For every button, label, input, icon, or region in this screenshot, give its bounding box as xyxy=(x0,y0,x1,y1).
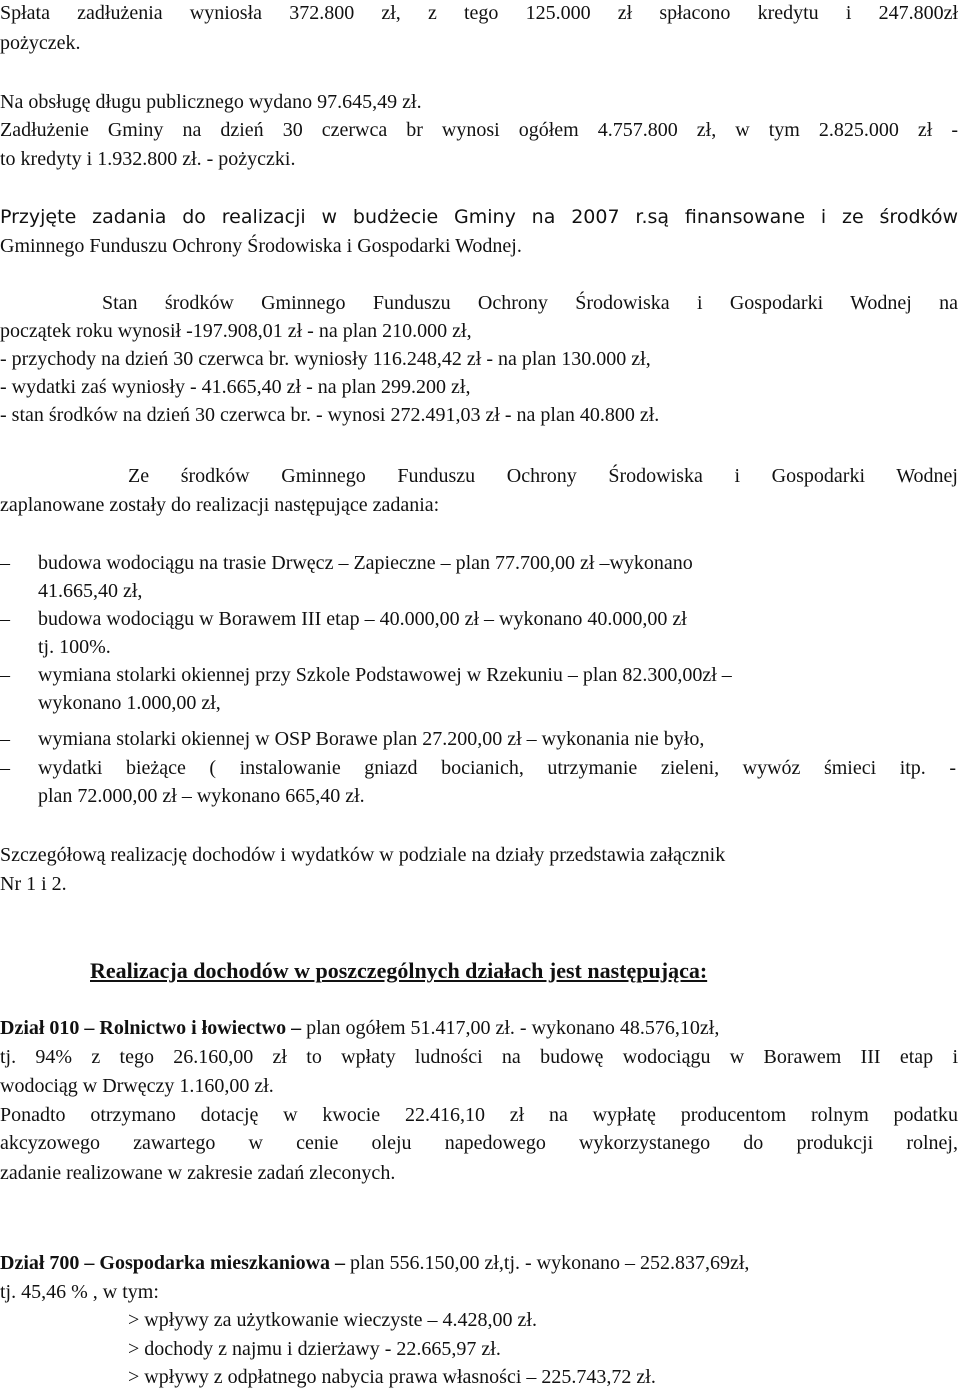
paragraph-line: - wydatki zaś wyniosły - 41.665,40 zł - na plan 299.200 zł, xyxy=(0,376,471,398)
paragraph-line: początek roku wynosił -197.908,01 zł - na plan 210.000 zł, xyxy=(0,320,472,342)
list-item: wymiana stolarki okiennej przy Szkole Podstawowej w Rzekuniu – plan 82.300,00zł – xyxy=(38,664,732,686)
list-item: budowa wodociągu na trasie Drwęcz – Zapieczne – plan 77.700,00 zł –wykonano xyxy=(38,552,693,574)
income-item: > wpływy za użytkowanie wieczyste – 4.428,00 zł. xyxy=(128,1309,537,1331)
paragraph-line: - przychody na dzień 30 czerwca br. wyniosły 116.248,42 zł - na plan 130.000 zł, xyxy=(0,348,651,370)
paragraph-line: Na obsługę długu publicznego wydano 97.645,49 zł. xyxy=(0,91,422,113)
paragraph-line: pożyczek. xyxy=(0,32,81,54)
paragraph-line: zaplanowane zostały do realizacji następujące zadania: xyxy=(0,494,440,516)
paragraph-line: tj. 94% z tego 26.160,00 zł to wpłaty ludności na budowę wodociągu w Borawem III etap i xyxy=(0,1046,958,1068)
paragraph-line: akcyzowego zawartego w cenie oleju napedowego wykorzystanego do produkcji rolnej, xyxy=(0,1132,958,1154)
paragraph-line: zadanie realizowane w zakresie zadań zleconych. xyxy=(0,1162,396,1184)
paragraph-line: to kredyty i 1.932.800 zł. - pożyczki. xyxy=(0,148,296,170)
list-item-continuation: plan 72.000,00 zł – wykonano 665,40 zł. xyxy=(38,785,365,807)
paragraph-line: Nr 1 i 2. xyxy=(0,873,67,895)
paragraph-line: Przyjęte zadania do realizacji w budżecie Gminy na 2007 r.są finansowane i ze środków xyxy=(0,206,958,228)
dzial-heading xyxy=(0,1250,749,1277)
paragraph-line: wodociąg w Drwęczy 1.160,00 zł. xyxy=(0,1075,274,1097)
list-dash: – xyxy=(0,664,10,686)
list-item-continuation: wykonano 1.000,00 zł, xyxy=(38,692,221,714)
dzial-heading-bold: Dział 700 – Gospodarka mieszkaniowa – xyxy=(0,1252,346,1274)
income-item: > dochody z najmu i dzierżawy - 22.665,97 zł. xyxy=(128,1338,501,1360)
list-item: budowa wodociągu w Borawem III etap – 40.000,00 zł – wykonano 40.000,00 zł xyxy=(38,608,687,630)
list-item-continuation: 41.665,40 zł, xyxy=(38,580,143,602)
paragraph-line: - stan środków na dzień 30 czerwca br. - wynosi 272.491,03 zł - na plan 40.800 zł. xyxy=(0,404,660,426)
paragraph-line: Szczegółową realizację dochodów i wydatków w podziale na działy przedstawia załącznik xyxy=(0,844,726,866)
paragraph-line: Ponadto otrzymano dotację w kwocie 22.416,10 zł na wypłatę producentom rolnym podatku xyxy=(0,1104,958,1126)
dzial-heading-rest: plan 556.150,00 zł,tj. - wykonano – 252.837,69zł, xyxy=(345,1252,750,1274)
paragraph-line: Zadłużenie Gminy na dzień 30 czerwca br wynosi ogółem 4.757.800 zł, w tym 2.825.000 zł - xyxy=(0,119,958,141)
list-dash: – xyxy=(0,728,10,750)
dzial-heading-bold: Dział 010 – Rolnictwo i łowiectwo – xyxy=(0,1017,302,1039)
dzial-heading xyxy=(0,1015,719,1042)
list-item: wymiana stolarki okiennej w OSP Borawe plan 27.200,00 zł – wykonania nie było, xyxy=(38,728,705,750)
list-item-continuation: tj. 100%. xyxy=(38,636,111,658)
section-title: Realizacja dochodów w poszczególnych działach jest następująca: xyxy=(90,958,708,983)
list-item: wydatki bieżące ( instalowanie gniazd bocianich, utrzymanie zieleni, wywóz śmieci itp. - xyxy=(38,757,956,779)
list-dash: – xyxy=(0,757,10,779)
dzial-heading-rest: plan ogółem 51.417,00 zł. - wykonano 48.576,10zł, xyxy=(301,1017,720,1039)
paragraph-line: Stan środków Gminnego Funduszu Ochrony Środowiska i Gospodarki Wodnej na xyxy=(102,292,958,314)
paragraph-line: tj. 45,46 % , w tym: xyxy=(0,1281,159,1303)
list-dash: – xyxy=(0,608,10,630)
paragraph-line: Spłata zadłużenia wyniosła 372.800 zł, z tego 125.000 zł spłacono kredytu i 247.800zł xyxy=(0,2,958,24)
paragraph-line: Ze środków Gminnego Funduszu Ochrony Środowiska i Gospodarki Wodnej xyxy=(128,465,958,487)
list-dash: – xyxy=(0,552,10,574)
income-item: > wpływy z odpłatnego nabycia prawa własności – 225.743,72 zł. xyxy=(128,1366,656,1388)
paragraph-line: Gminnego Funduszu Ochrony Środowiska i Gospodarki Wodnej. xyxy=(0,235,522,257)
